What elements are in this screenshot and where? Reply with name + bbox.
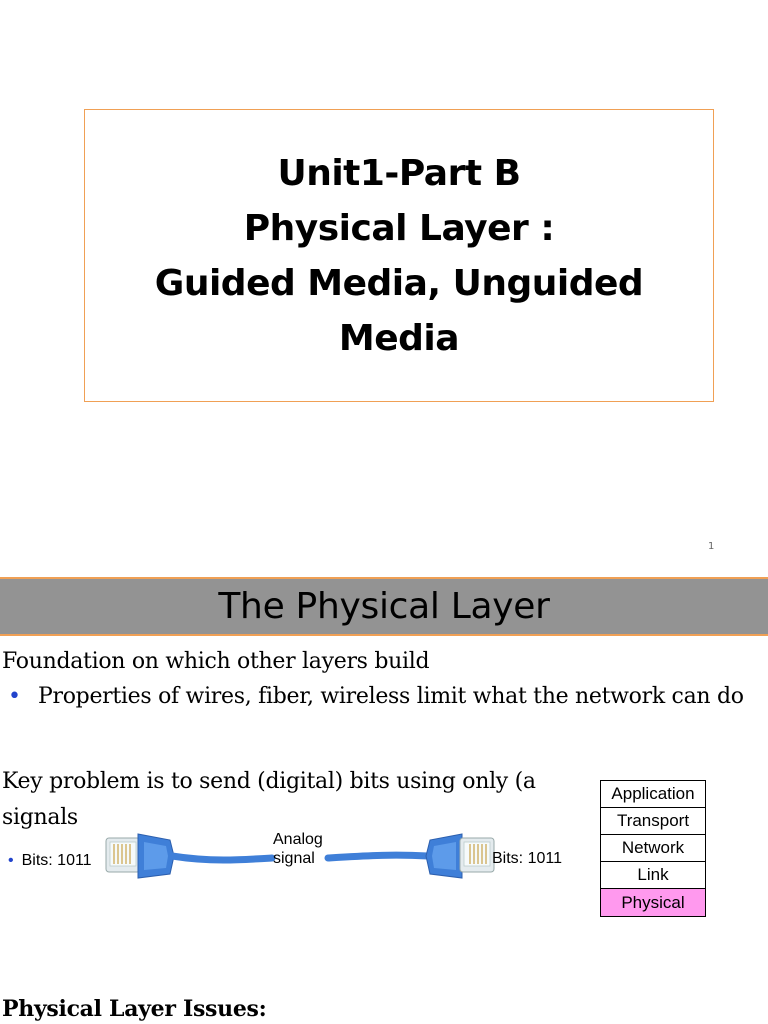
slide2-header bbox=[0, 577, 768, 636]
bullet-dot-icon: • bbox=[8, 852, 14, 869]
slide1-title-line: Physical Layer : bbox=[243, 207, 555, 249]
properties-bullet-text: Properties of wires, fiber, wireless limit what the network can do bbox=[38, 684, 744, 709]
properties-bullet bbox=[8, 681, 763, 713]
layer-network: Network bbox=[601, 835, 705, 862]
analog-label-line1: Analog bbox=[273, 831, 323, 848]
slide1-title-line: Media bbox=[338, 317, 460, 359]
layer-transport: Transport bbox=[601, 808, 705, 835]
slide1-title-line: Guided Media, Unguided bbox=[154, 262, 644, 304]
rj45-connector-icon bbox=[426, 834, 494, 878]
issues-heading: Physical Layer Issues: bbox=[2, 996, 267, 1022]
slide2-title: The Physical Layer bbox=[218, 586, 550, 627]
analog-signal-label bbox=[273, 830, 323, 868]
bits-left-text: Bits: 1011 bbox=[21, 852, 92, 869]
bullet-dot-icon: • bbox=[8, 684, 21, 709]
key-problem-text: Key problem is to send (digital) bits using only (a bbox=[2, 769, 536, 794]
foundation-text: Foundation on which other layers build bbox=[2, 649, 430, 674]
rj45-connector-icon bbox=[106, 834, 174, 878]
slide-number: 1 bbox=[708, 541, 715, 552]
signals-text: signals bbox=[2, 805, 78, 830]
layer-link: Link bbox=[601, 862, 705, 889]
layer-application: Application bbox=[601, 781, 705, 808]
slide1-title-line: Unit1-Part B bbox=[277, 152, 521, 194]
bits-right-label: Bits: 1011 bbox=[492, 850, 562, 867]
bits-left-label bbox=[8, 852, 92, 870]
analog-label-line2: signal bbox=[273, 850, 315, 867]
layer-physical: Physical bbox=[601, 889, 705, 916]
protocol-layer-stack bbox=[600, 780, 706, 917]
slide1-title-box bbox=[84, 109, 714, 402]
